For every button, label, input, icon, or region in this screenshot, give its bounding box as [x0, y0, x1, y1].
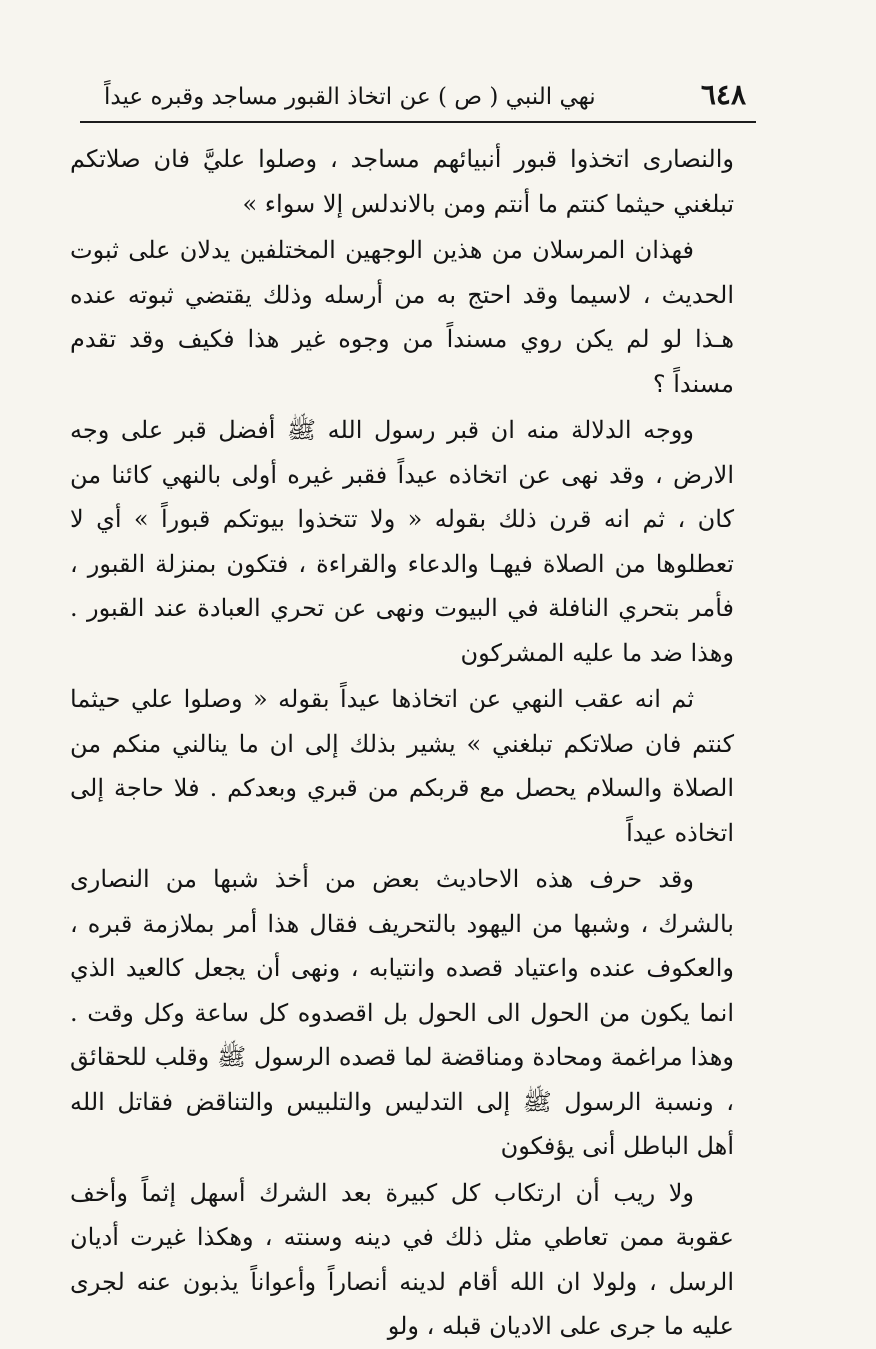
page-header	[70, 78, 756, 118]
book-page	[70, 78, 756, 1340]
paragraph: وقد حرف هذه الاحاديث بعض من أخذ شبها من النصارى بالشرك ، وشبها من اليهود بالتحريف فقال هذا أمر بملازمة قبره ، والعكوف عنده واعتياد قصده وانتيابه ، ونهى أن يجعل كالعيد الذي انما يكون من الحول الى الحول بل اقصدوه كل ساعة وكل وقت . وهذا مراغمة ومحادة ومناقضة لما قصده الرسول ﷺ وقلب للحقائق ، ونسبة الرسول ﷺ إلى التدليس والتلبيس والتناقض فقاتل الله أهل الباطل أنى يؤفكون	[70, 865, 734, 1160]
paragraph: ووجه الدلالة منه ان قبر رسول الله ﷺ أفضل قبر على وجه الارض ، وقد نهى عن اتخاذه عيداً فقبر غيره أولى بالنهي كائنا من كان ، ثم انه قرن ذلك بقوله « ولا تتخذوا بيوتكم قبوراً » أي لا تعطلوها من الصلاة فيهـا والدعاء والقراءة ، فتكون بمنزلة القبور ، فأمر بتحري النافلة في البيوت ونهى عن تحري العبادة عند القبور . وهذا ضد ما عليه المشركون	[70, 416, 734, 667]
paragraph: والنصارى اتخذوا قبور أنبيائهم مساجد ، وصلوا عليَّ فان صلاتكم تبلغني حيثما كنتم ما أنتم ومن بالاندلس إلا سواء »	[70, 145, 734, 218]
page-body	[70, 123, 756, 1349]
paragraph: فهذان المرسلان من هذين الوجهين المختلفين يدلان على ثبوت الحديث ، لاسيما وقد احتج به من أرسله وذلك يقتضي ثبوته عنده هـذا لو لم يكن روي مسنداً من وجوه غير هذا فكيف وقد تقدم مسنداً ؟	[70, 236, 734, 398]
paragraph: ثم انه عقب النهي عن اتخاذها عيداً بقوله « وصلوا علي حيثما كنتم فان صلاتكم تبلغني » يشير بذلك إلى ان ما ينالني منكم من الصلاة والسلام يحصل مع قربكم من قبري وبعدكم . فلا حاجة إلى اتخاذه عيداً	[70, 685, 734, 847]
page-number: ٦٤٨	[700, 78, 746, 111]
paragraph: ولا ريب أن ارتكاب كل كبيرة بعد الشرك أسهل إثماً وأخف عقوبة ممن تعاطي مثل ذلك في دينه وسنته ، وهكذا غيرت أديان الرسل ، ولولا ان الله أقام لدينه أنصاراً وأعواناً يذبون عنه لجرى عليه ما جرى على الاديان قبله ، ولو	[70, 1178, 734, 1340]
running-title: نهي النبي ( ص ) عن اتخاذ القبور مساجد وقبره عيداً	[104, 84, 596, 110]
